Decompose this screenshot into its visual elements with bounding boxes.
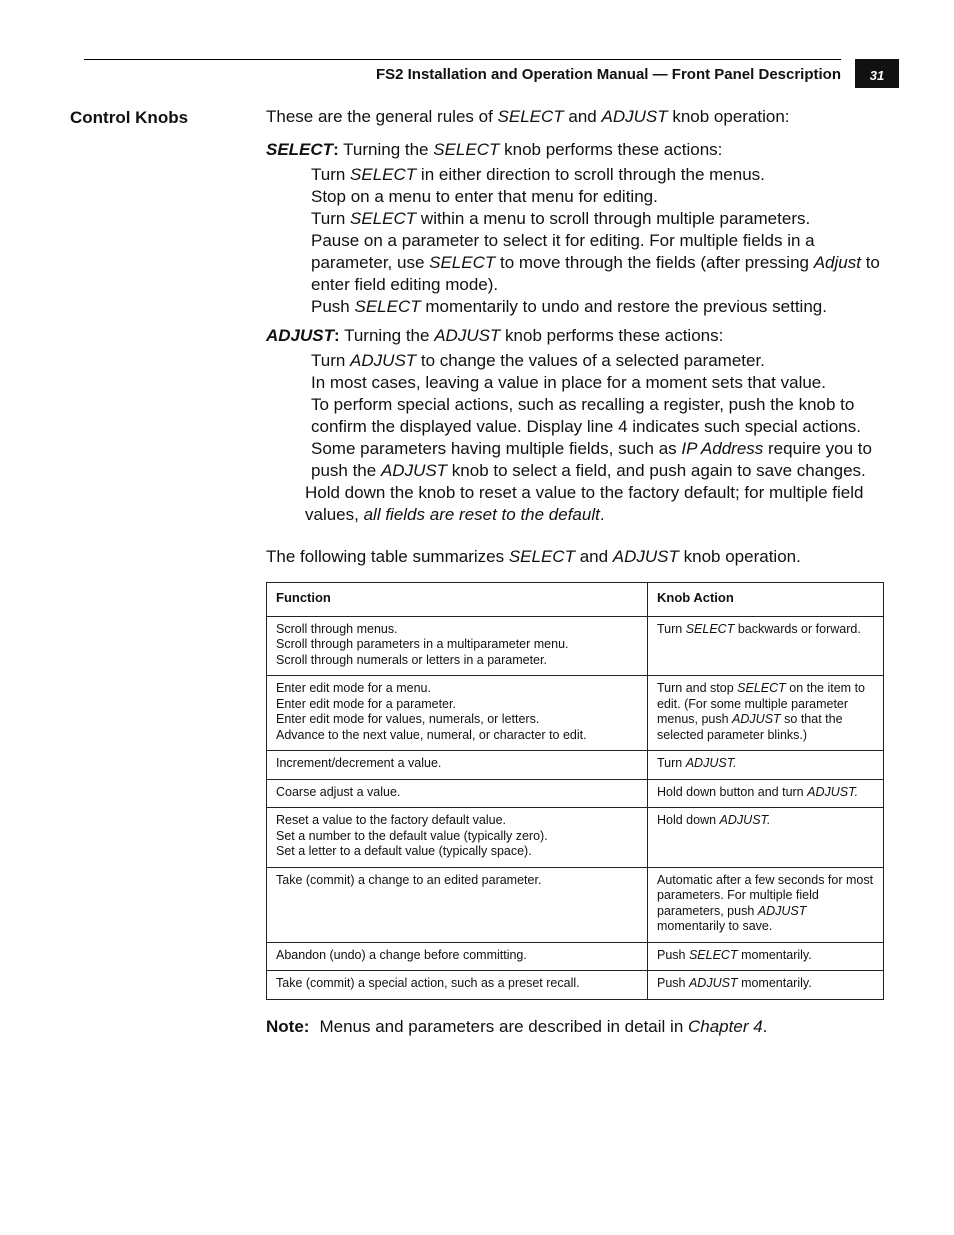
table-row [267,616,884,676]
action-cell: Turn ADJUST. [648,751,884,780]
table-row [267,676,884,751]
adjust-rule-item: To perform special actions, such as recalling a register, push the knob to confirm the displayed value. Display line 4 indicates such special actions. [311,395,861,436]
select-rule-item: Push SELECT momentarily to undo and restore the previous setting. [311,297,827,316]
action-cell: Automatic after a few seconds for most parameters. For multiple field parameters, push ADJUST momentarily to save. [648,867,884,942]
function-cell: Abandon (undo) a change before committing. [267,942,648,971]
action-cell: Hold down ADJUST. [648,808,884,868]
adjust-heading: ADJUST: Turning the ADJUST knob performs these actions: [266,326,724,345]
adjust-rule-item: Some parameters having multiple fields, such as IP Address require you to push the ADJUST knob to select a field, and push again to save changes. [311,439,872,480]
action-cell: Hold down button and turn ADJUST. [648,779,884,808]
function-cell: Enter edit mode for a menu. Enter edit mode for a parameter. Enter edit mode for values, numerals, or letters. Advance to the next value, numeral, or character to edit. [267,676,648,751]
section-heading: Control Knobs [70,108,189,127]
adjust-rule-item: Hold down the knob to reset a value to the factory default; for multiple field values, all fields are reset to the default. [305,483,864,524]
chapter-reference: Chapter 4 [688,1016,763,1036]
table-row [267,751,884,780]
select-rule-item: Stop on a menu to enter that menu for editing. [311,187,658,206]
action-cell: Push SELECT momentarily. [648,942,884,971]
table-row [267,779,884,808]
select-rule-item: Turn SELECT in either direction to scroll through the menus. [311,165,765,184]
select-rule-item: Turn SELECT within a menu to scroll through multiple parameters. [311,209,811,228]
adjust-rules [266,325,896,526]
table-header-row [267,583,884,617]
action-cell: Turn SELECT backwards or forward. [648,616,884,676]
action-cell: Push ADJUST momentarily. [648,971,884,1000]
action-cell: Turn and stop SELECT on the item to edit. (For some multiple parameter menus, push ADJUST so that the selected parameter blinks.) [648,676,884,751]
table-row [267,942,884,971]
table-row [267,971,884,1000]
header-rule [84,59,841,60]
column-header-knob-action: Knob Action [648,583,884,617]
table-row [267,867,884,942]
note: Note: Menus and parameters are described in detail in Chapter 4. [266,1016,768,1036]
main-content [266,106,896,1055]
adjust-rule-item: In most cases, leaving a value in place for a moment sets that value. [311,373,826,392]
intro-paragraph: These are the general rules of SELECT and ADJUST knob operation: [266,107,790,126]
table-intro: The following table summarizes SELECT and ADJUST knob operation. [266,547,801,566]
select-heading: SELECT: Turning the SELECT knob performs these actions: [266,140,723,159]
running-header: FS2 Installation and Operation Manual — Front Panel Description [375,66,841,83]
table-row [267,808,884,868]
page-number: 31 [855,59,899,88]
function-cell: Reset a value to the factory default value. Set a number to the default value (typically zero). Set a letter to a default value (typically space). [267,808,648,868]
knob-operation-table [266,582,884,1000]
function-cell: Take (commit) a special action, such as a preset recall. [267,971,648,1000]
adjust-rule-item: Turn ADJUST to change the values of a selected parameter. [311,351,765,370]
function-cell: Increment/decrement a value. [267,751,648,780]
column-header-function: Function [267,583,648,617]
function-cell: Coarse adjust a value. [267,779,648,808]
function-cell: Scroll through menus. Scroll through parameters in a multiparameter menu. Scroll through numerals or letters in a parameter. [267,616,648,676]
function-cell: Take (commit) a change to an edited parameter. [267,867,648,942]
select-rules [266,139,896,318]
select-rule-item: Pause on a parameter to select it for editing. For multiple fields in a parameter, use SELECT to move through the fields (after pressing Adjust to enter field editing mode). [311,231,880,294]
